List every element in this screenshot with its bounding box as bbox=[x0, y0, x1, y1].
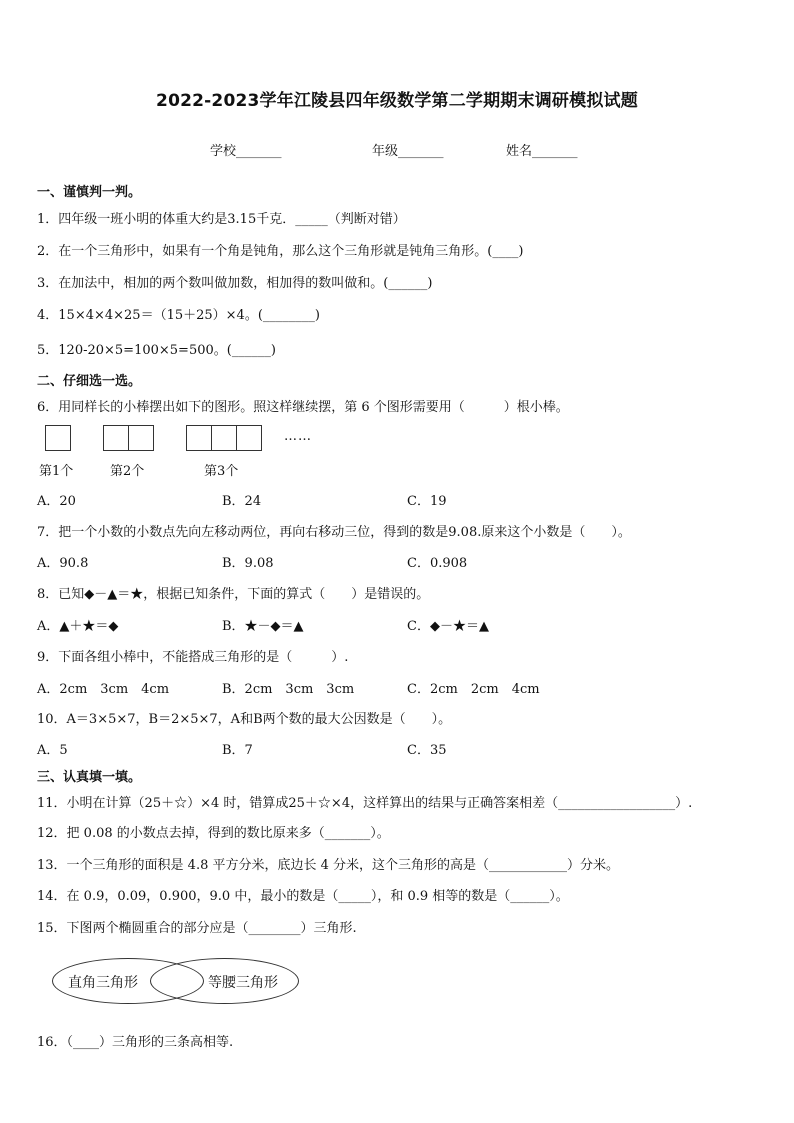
question-15: 15．下图两个椭圆重合的部分应是（________）三角形. bbox=[37, 921, 357, 936]
question-2: 2．在一个三角形中，如果有一个角是钝角，那么这个三角形就是钝角三角形。(____) bbox=[37, 244, 524, 259]
figure-3-square-c bbox=[236, 425, 262, 451]
section-1-heading: 一、谨慎判一判。 bbox=[37, 185, 142, 200]
q10-option-c: C．35 bbox=[407, 743, 447, 758]
question-13: 13．一个三角形的面积是 4.8 平方分米，底边长 4 分米，这个三角形的高是（____________）分米。 bbox=[37, 858, 620, 873]
q7-option-a: A．90.8 bbox=[37, 556, 89, 571]
ellipse-left-label: 直角三角形 bbox=[68, 975, 138, 991]
ellipse-right-label: 等腰三角形 bbox=[208, 975, 278, 991]
figure-continuation-dots: …… bbox=[284, 429, 312, 444]
q8-option-a: A．▲＋★＝◆ bbox=[37, 619, 119, 634]
question-7: 7．把一个小数的小数点先向左移动两位，再向右移动三位，得到的数是9.08.原来这个小数是（ ）。 bbox=[37, 525, 631, 540]
q6-option-a: A．20 bbox=[37, 494, 76, 509]
question-1: 1．四年级一班小明的体重大约是3.15千克．_____（判断对错） bbox=[37, 212, 406, 227]
q9-option-c: C．2cm 2cm 4cm bbox=[407, 682, 540, 697]
figure-3-square-a bbox=[186, 425, 212, 451]
figure-label-2: 第2个 bbox=[110, 464, 145, 479]
school-field: 学校_______ bbox=[210, 144, 282, 159]
section-3-heading: 三、认真填一填。 bbox=[37, 770, 142, 785]
q7-option-c: C．0.908 bbox=[407, 556, 468, 571]
question-8: 8．已知◆－▲＝★，根据已知条件，下面的算式（ ）是错误的。 bbox=[37, 587, 430, 602]
question-11: 11．小明在计算（25＋☆）×4 时，错算成25＋☆×4，这样算出的结果与正确答案相差（__________________）. bbox=[37, 796, 693, 811]
figure-3-square-b bbox=[211, 425, 237, 451]
q6-option-b: B．24 bbox=[222, 494, 262, 509]
section-2-heading: 二、仔细选一选。 bbox=[37, 374, 142, 389]
question-12: 12．把 0.08 的小数点去掉，得到的数比原来多（_______）。 bbox=[37, 826, 390, 841]
q10-option-b: B．7 bbox=[222, 743, 253, 758]
q6-option-c: C．19 bbox=[407, 494, 447, 509]
question-3: 3．在加法中，相加的两个数叫做加数，相加得的数叫做和。(______) bbox=[37, 276, 433, 291]
q9-option-b: B．2cm 3cm 3cm bbox=[222, 682, 355, 697]
figure-label-3: 第3个 bbox=[204, 464, 239, 479]
question-16: 16．（____）三角形的三条高相等. bbox=[37, 1035, 234, 1050]
question-9: 9．下面各组小棒中，不能搭成三角形的是（ ）. bbox=[37, 650, 349, 665]
question-4: 4．15×4×4×25＝（15＋25）×4。(________) bbox=[37, 308, 320, 323]
figure-2-square-b bbox=[128, 425, 154, 451]
name-field: 姓名_______ bbox=[506, 144, 578, 159]
question-5: 5．120-20×5=100×5=500。(______) bbox=[37, 343, 276, 358]
q9-option-a: A．2cm 3cm 4cm bbox=[37, 682, 170, 697]
question-10: 10．A＝3×5×7，B＝2×5×7，A和B两个数的最大公因数是（ ）。 bbox=[37, 712, 452, 727]
figure-label-1: 第1个 bbox=[39, 464, 74, 479]
q10-option-a: A．5 bbox=[37, 743, 68, 758]
q8-option-c: C．◆－★＝▲ bbox=[407, 619, 489, 634]
q7-option-b: B．9.08 bbox=[222, 556, 274, 571]
figure-1-square bbox=[45, 425, 71, 451]
question-14: 14．在 0.9，0.09，0.900，9.0 中，最小的数是（_____），和 0.9 相等的数是（______）。 bbox=[37, 889, 569, 904]
question-6: 6．用同样长的小棒摆出如下的图形。照这样继续摆，第 6 个图形需要用（ ）根小棒。 bbox=[37, 400, 569, 415]
q8-option-b: B．★－◆＝▲ bbox=[222, 619, 304, 634]
page-title: 2022-2023学年江陵县四年级数学第二学期期末调研模拟试题 bbox=[156, 91, 638, 111]
figure-2-square-a bbox=[103, 425, 129, 451]
grade-field: 年级_______ bbox=[372, 144, 444, 159]
